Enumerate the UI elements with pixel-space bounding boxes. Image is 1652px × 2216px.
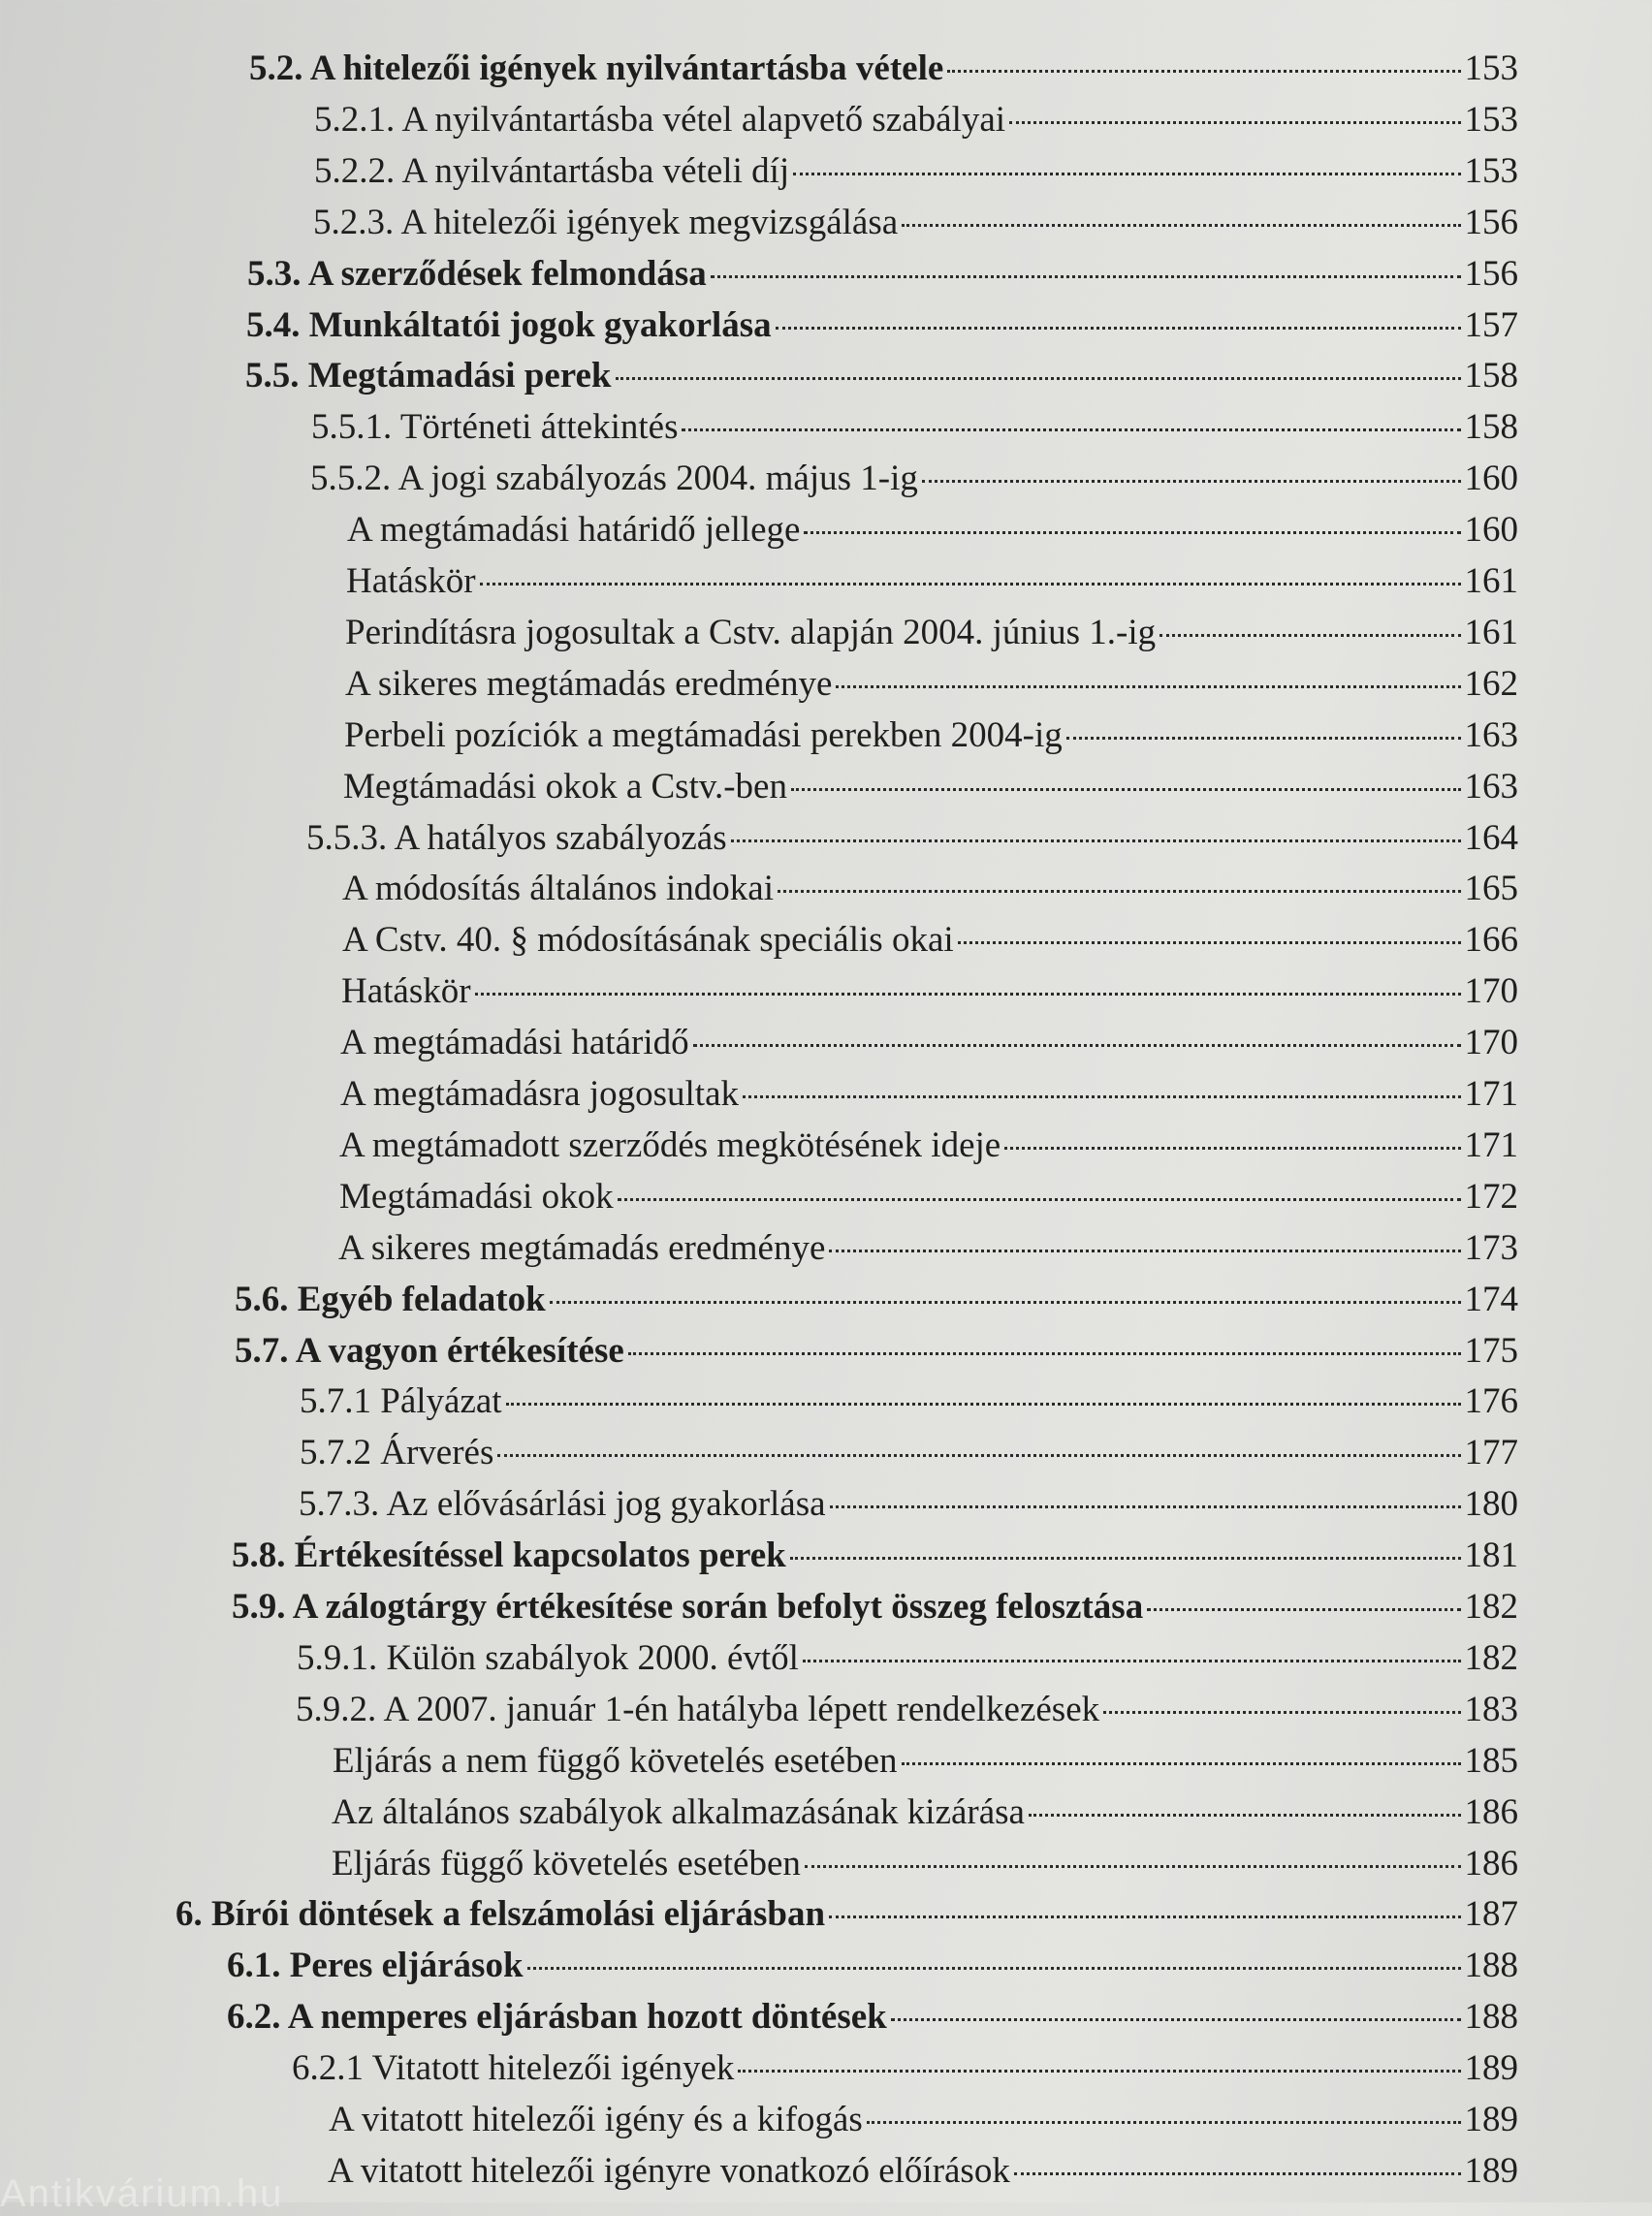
toc-entry — [342, 916, 1518, 965]
dot-leader — [778, 890, 1461, 893]
toc-entry-title: 5.2.3. A hitelezői igények megvizsgálása — [313, 203, 899, 242]
toc-entry-page: 183 — [1464, 1690, 1518, 1729]
toc-entry-page: 182 — [1464, 1638, 1518, 1678]
toc-entry-page: 189 — [1464, 2100, 1518, 2139]
toc-entry-title: Perbeli pozíciók a megtámadási perekben 2004-ig — [344, 715, 1063, 755]
toc-entry — [339, 1122, 1518, 1170]
dot-leader — [922, 480, 1461, 483]
toc-entry-title: 5.5.3. A hatályos szabályozás — [306, 818, 727, 858]
toc-entry — [300, 1429, 1518, 1477]
dot-leader — [867, 2121, 1461, 2124]
toc-entry-page: 156 — [1464, 254, 1518, 294]
toc-entry-page: 163 — [1464, 715, 1518, 755]
toc-entry-page: 182 — [1464, 1587, 1518, 1627]
toc-entry — [346, 557, 1518, 606]
dot-leader — [1014, 2172, 1461, 2175]
toc-entry — [333, 1737, 1518, 1786]
toc-entry — [306, 814, 1518, 863]
dot-leader — [1103, 1711, 1460, 1714]
toc-entry-page: 181 — [1464, 1535, 1518, 1575]
toc-entry-page: 153 — [1464, 48, 1518, 88]
dot-leader — [791, 788, 1461, 791]
toc-entry-title: 6.2. A nemperes eljárásban hozott döntések — [227, 1997, 887, 2037]
dot-leader — [836, 685, 1460, 688]
toc-entry-title: 5.9.2. A 2007. január 1-én hatályba lépett rendelkezések — [296, 1690, 1100, 1729]
toc-entry — [332, 1840, 1518, 1888]
toc-entry-title: Megtámadási okok a Cstv.-ben — [343, 767, 787, 807]
dot-leader — [693, 1044, 1461, 1047]
toc-entry-page: 186 — [1464, 1844, 1518, 1884]
table-of-contents — [0, 45, 1652, 2191]
toc-entry-page: 162 — [1464, 664, 1518, 704]
toc-entry-page: 170 — [1464, 971, 1518, 1011]
toc-entry-title: A megtámadott szerződés megkötésének ideje — [339, 1125, 1001, 1165]
toc-entry — [313, 199, 1518, 247]
toc-entry-page: 163 — [1464, 767, 1518, 807]
toc-entry — [338, 1224, 1518, 1273]
toc-entry — [249, 45, 1518, 93]
toc-entry-title: Az általános szabályok alkalmazásának kizárása — [332, 1792, 1025, 1832]
toc-entry — [235, 1276, 1518, 1324]
toc-entry — [300, 1377, 1518, 1426]
toc-entry-title: 5.5. Megtámadási perek — [245, 356, 612, 396]
toc-entry — [175, 1890, 1518, 1939]
dot-leader — [1147, 1608, 1460, 1611]
toc-entry-page: 173 — [1464, 1228, 1518, 1268]
toc-entry — [328, 2147, 1518, 2196]
toc-entry-title: A módosítás általános indokai — [342, 869, 774, 908]
toc-entry-page: 180 — [1464, 1484, 1518, 1524]
toc-entry-title: 5.9.1. Külön szabályok 2000. évtől — [297, 1638, 799, 1678]
dot-leader — [829, 1250, 1460, 1252]
toc-entry-page: 166 — [1464, 920, 1518, 960]
dot-leader — [738, 2070, 1460, 2073]
toc-entry — [341, 967, 1518, 1016]
toc-entry-page: 153 — [1464, 151, 1518, 191]
toc-entry — [246, 301, 1518, 350]
dot-leader — [731, 839, 1461, 842]
toc-entry-title: 6. Bírói döntések a felszámolási eljárásban — [175, 1894, 826, 1934]
dot-leader — [1029, 1814, 1461, 1817]
toc-entry-title: 5.7.2 Árverés — [300, 1433, 494, 1472]
toc-entry — [310, 455, 1518, 503]
toc-entry — [339, 1173, 1518, 1221]
toc-entry-title: A megtámadási határidő jellege — [347, 510, 801, 550]
toc-entry-page: 156 — [1464, 203, 1518, 242]
dot-leader — [804, 531, 1460, 534]
toc-entry — [292, 2044, 1518, 2093]
toc-entry-title: 5.7.1 Pályázat — [300, 1381, 502, 1421]
toc-entry-title: 5.2.1. A nyilvántartásba vétel alapvető szabályai — [314, 100, 1006, 140]
dot-leader — [891, 2018, 1461, 2021]
toc-entry-page: 161 — [1464, 561, 1518, 601]
toc-entry-page: 164 — [1464, 818, 1518, 858]
toc-entry — [232, 1583, 1518, 1631]
dot-leader — [527, 1967, 1461, 1970]
dot-leader — [743, 1095, 1460, 1098]
dot-leader — [902, 1762, 1461, 1765]
toc-entry-page: 187 — [1464, 1894, 1518, 1934]
toc-entry — [296, 1686, 1518, 1734]
watermark: Antikvárium.hu — [0, 2172, 284, 2215]
toc-entry — [332, 1789, 1518, 1837]
dot-leader — [550, 1301, 1461, 1304]
toc-entry-title: 5.5.1. Történeti áttekintés — [311, 407, 679, 447]
dot-leader — [793, 173, 1460, 175]
toc-entry — [344, 712, 1518, 760]
dot-leader — [475, 993, 1461, 996]
toc-entry-title: Hatáskör — [346, 561, 476, 601]
toc-entry — [314, 96, 1518, 144]
dot-leader — [776, 327, 1461, 330]
dot-leader — [628, 1352, 1461, 1355]
dot-leader — [805, 1865, 1461, 1868]
toc-entry — [340, 1019, 1518, 1067]
dot-leader — [829, 1915, 1460, 1918]
toc-entry-title: A Cstv. 40. § módosításának speciális okai — [342, 920, 954, 960]
toc-entry-title: A vitatott hitelezői igényre vonatkozó előírások — [328, 2151, 1010, 2191]
toc-entry-page: 158 — [1464, 407, 1518, 447]
toc-entry-title: A vitatott hitelezői igény és a kifogás — [329, 2100, 863, 2139]
dot-leader — [1004, 1147, 1460, 1150]
toc-entry-page: 160 — [1464, 459, 1518, 498]
toc-entry-page: 171 — [1464, 1074, 1518, 1114]
dot-leader — [902, 224, 1460, 227]
toc-entry — [232, 1532, 1518, 1580]
dot-leader — [790, 1557, 1461, 1560]
toc-entry — [340, 1070, 1518, 1119]
toc-entry-title: 5.5.2. A jogi szabályozás 2004. május 1-ig — [310, 459, 918, 498]
toc-entry-page: 161 — [1464, 613, 1518, 652]
toc-entry-title: Eljárás függő követelés esetében — [332, 1844, 801, 1884]
toc-entry-title: 5.9. A zálogtárgy értékesítése során befolyt összeg felosztása — [232, 1587, 1144, 1627]
dot-leader — [830, 1505, 1461, 1508]
toc-entry-page: 188 — [1464, 1946, 1518, 1985]
dot-leader — [947, 70, 1460, 73]
toc-entry-title: 5.2.2. A nyilvántartásba vételi díj — [314, 151, 790, 191]
toc-entry-title: Perindításra jogosultak a Cstv. alapján 2004. június 1.-ig — [345, 613, 1157, 652]
toc-entry — [342, 865, 1518, 913]
dot-leader — [506, 1403, 1461, 1406]
dot-leader — [616, 377, 1461, 380]
toc-entry-title: 5.7. A vagyon értékesítése — [235, 1331, 624, 1371]
toc-entry — [227, 1993, 1518, 2042]
dot-leader — [618, 1198, 1461, 1201]
toc-entry-title: 5.8. Értékesítéssel kapcsolatos perek — [232, 1535, 786, 1575]
toc-entry-title: 5.2. A hitelezői igények nyilvántartásba vétele — [249, 48, 944, 88]
toc-entry — [245, 352, 1518, 400]
toc-entry-page: 175 — [1464, 1331, 1518, 1371]
toc-entry — [311, 403, 1518, 452]
toc-entry-page: 189 — [1464, 2048, 1518, 2088]
toc-entry-page: 174 — [1464, 1280, 1518, 1319]
toc-entry-page: 176 — [1464, 1381, 1518, 1421]
dot-leader — [682, 428, 1460, 431]
toc-entry — [345, 609, 1518, 657]
dot-leader — [711, 275, 1461, 278]
toc-entry-page: 177 — [1464, 1433, 1518, 1472]
toc-entry-title: 6.2.1 Vitatott hitelezői igények — [292, 2048, 735, 2088]
dot-leader — [1066, 737, 1461, 740]
toc-entry-page: 172 — [1464, 1177, 1518, 1217]
toc-entry-title: Megtámadási okok — [339, 1177, 614, 1217]
toc-entry-title: A sikeres megtámadás eredménye — [338, 1228, 826, 1268]
dot-leader — [1160, 634, 1460, 637]
toc-entry-title: 5.3. A szerződések felmondása — [247, 254, 707, 294]
toc-entry-title: A megtámadási határidő — [340, 1023, 689, 1062]
toc-entry — [343, 763, 1518, 811]
toc-entry-page: 188 — [1464, 1997, 1518, 2037]
toc-entry — [345, 660, 1518, 709]
dot-leader — [803, 1660, 1461, 1662]
toc-entry-page: 189 — [1464, 2151, 1518, 2191]
toc-entry-page: 171 — [1464, 1125, 1518, 1165]
toc-entry-page: 153 — [1464, 100, 1518, 140]
toc-entry — [299, 1480, 1518, 1529]
toc-entry — [347, 506, 1518, 554]
toc-entry-title: Eljárás a nem függő követelés esetében — [333, 1741, 898, 1781]
dot-leader — [480, 583, 1461, 586]
toc-entry — [329, 2096, 1518, 2144]
dot-leader — [497, 1454, 1460, 1457]
toc-entry-page: 165 — [1464, 869, 1518, 908]
toc-entry-title: 5.6. Egyéb feladatok — [235, 1280, 546, 1319]
toc-entry — [297, 1634, 1518, 1683]
toc-entry-page: 160 — [1464, 510, 1518, 550]
toc-entry — [227, 1942, 1518, 1990]
toc-entry-page: 186 — [1464, 1792, 1518, 1832]
dot-leader — [958, 941, 1461, 944]
toc-entry-title: A sikeres megtámadás eredménye — [345, 664, 833, 704]
toc-entry — [314, 147, 1518, 196]
toc-entry-page: 170 — [1464, 1023, 1518, 1062]
toc-entry-page: 185 — [1464, 1741, 1518, 1781]
toc-entry — [235, 1327, 1518, 1376]
toc-entry-title: 6.1. Peres eljárások — [227, 1946, 524, 1985]
toc-entry-title: 5.4. Munkáltatói jogok gyakorlása — [246, 305, 772, 345]
toc-entry-title: 5.7.3. Az elővásárlási jog gyakorlása — [299, 1484, 826, 1524]
toc-entry — [247, 250, 1518, 299]
toc-entry-page: 158 — [1464, 356, 1518, 396]
dot-leader — [1009, 121, 1460, 124]
toc-entry-title: Hatáskör — [341, 971, 471, 1011]
toc-entry-title: A megtámadásra jogosultak — [340, 1074, 740, 1114]
toc-entry-page: 157 — [1464, 305, 1518, 345]
